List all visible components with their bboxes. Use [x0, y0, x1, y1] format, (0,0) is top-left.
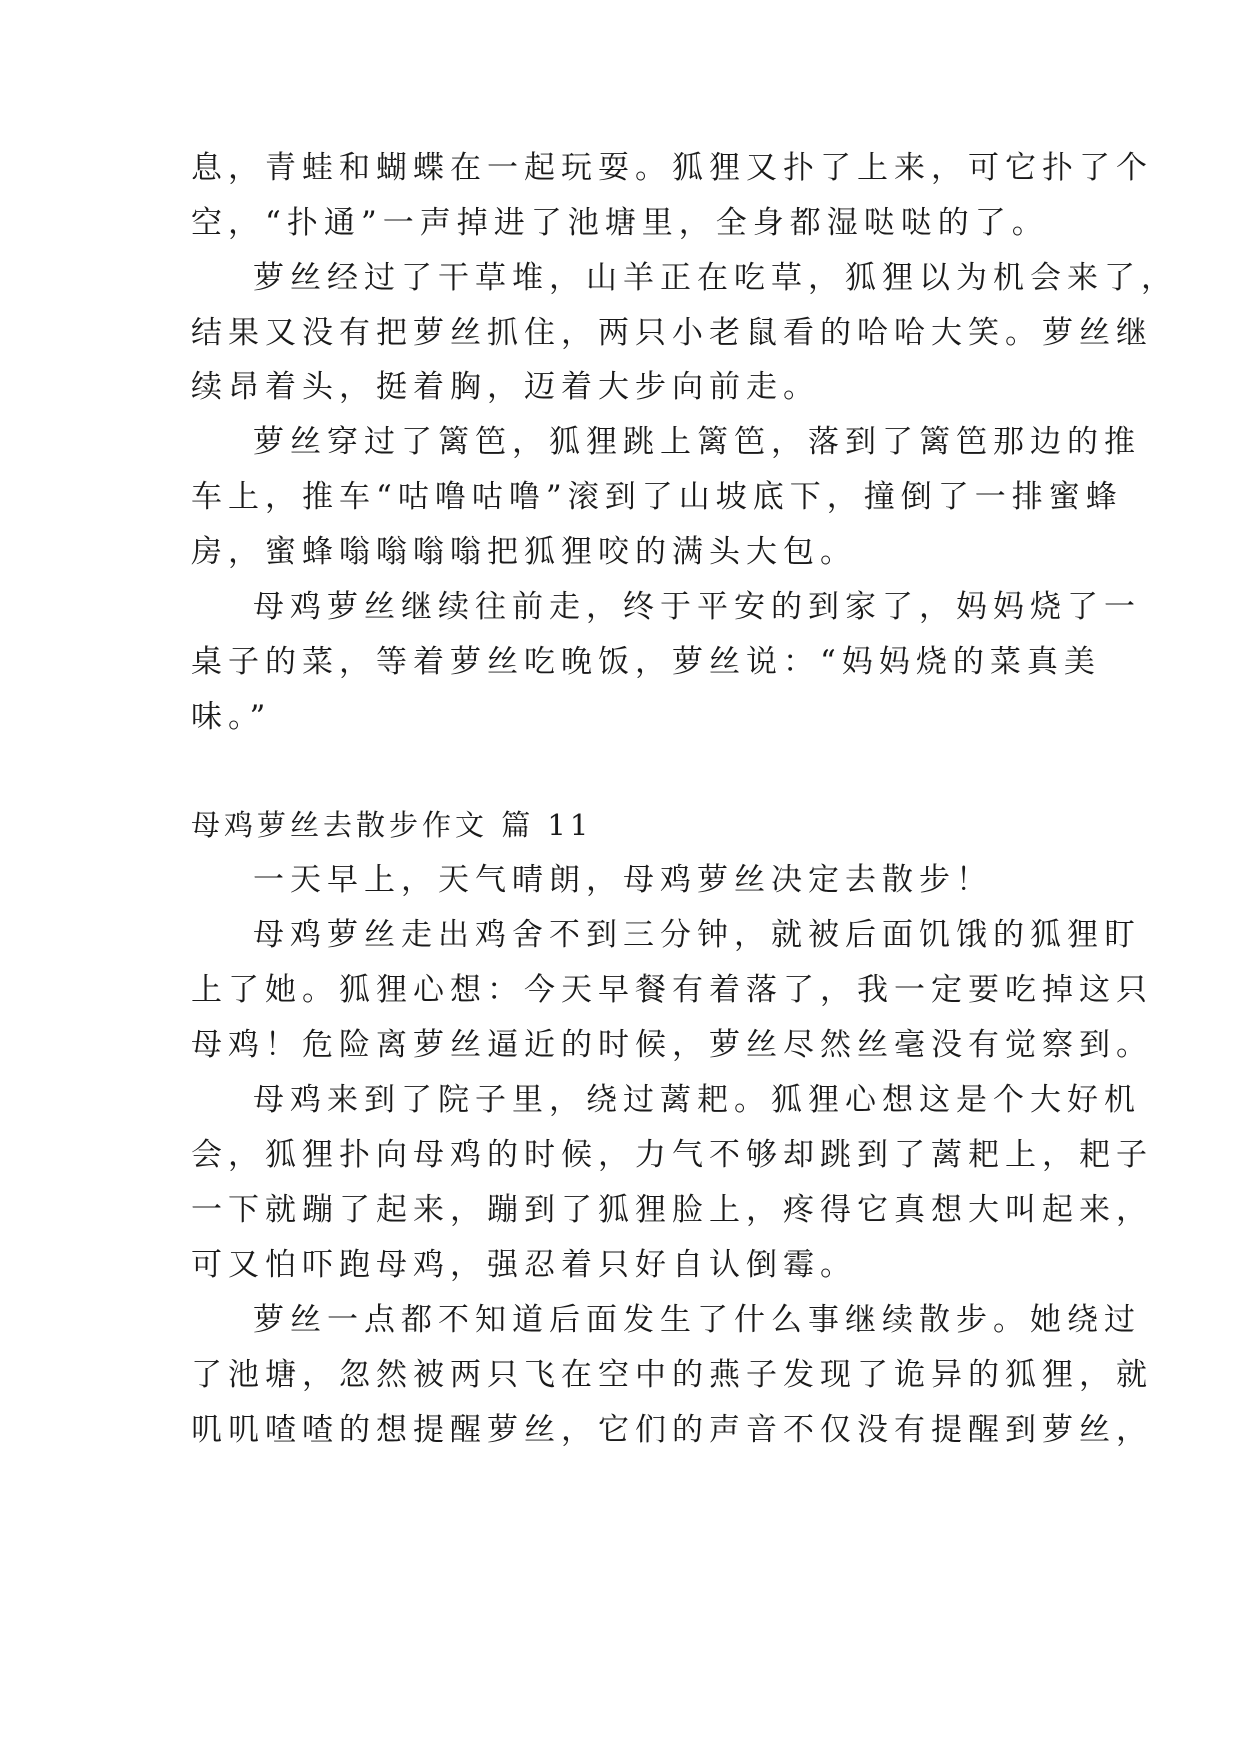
paragraph-line: 母鸡来到了院子里，绕过蓠耙。狐狸心想这是个大好机: [253, 1082, 1141, 1118]
section-title: 母鸡萝丝去散步作文 篇 11: [191, 808, 593, 842]
paragraph-line: 会，狐狸扑向母鸡的时候，力气不够却跳到了蓠耙上，耙子: [191, 1137, 1153, 1173]
paragraph-line: 一天早上，天气晴朗，母鸡萝丝决定去散步！: [253, 862, 993, 898]
paragraph-line: 母鸡萝丝走出鸡舍不到三分钟，就被后面饥饿的狐狸盯: [253, 917, 1141, 953]
paragraph-line: 空，“扑通”一声掉进了池塘里，全身都湿哒哒的了。: [191, 205, 1049, 241]
paragraph-line: 了池塘，忽然被两只飞在空中的燕子发现了诡异的狐狸，就: [191, 1357, 1153, 1393]
paragraph-line: 萝丝穿过了篱笆，狐狸跳上篱笆，落到了篱笆那边的推: [253, 424, 1141, 460]
paragraph-line: 息，青蛙和蝴蝶在一起玩耍。狐狸又扑了上来，可它扑了个: [191, 150, 1153, 186]
paragraph-line: 可又怕吓跑母鸡，强忍着只好自认倒霉。: [191, 1247, 857, 1283]
paragraph-line: 萝丝一点都不知道后面发生了什么事继续散步。她绕过: [253, 1302, 1141, 1338]
paragraph-line: 房，蜜蜂嗡嗡嗡嗡把狐狸咬的满头大包。: [191, 534, 857, 570]
paragraph-line: 味。”: [191, 699, 272, 735]
paragraph-line: 母鸡！危险离萝丝逼近的时候，萝丝尽然丝毫没有觉察到。: [191, 1027, 1153, 1063]
paragraph-line: 桌子的菜，等着萝丝吃晚饭，萝丝说：“妈妈烧的菜真美: [191, 644, 1101, 680]
paragraph-line: 车上，推车“咕噜咕噜”滚到了山坡底下，撞倒了一排蜜蜂: [191, 479, 1123, 515]
paragraph-line: 一下就蹦了起来，蹦到了狐狸脸上，疼得它真想大叫起来，: [191, 1192, 1153, 1228]
paragraph-line: 叽叽喳喳的想提醒萝丝，它们的声音不仅没有提醒到萝丝，: [191, 1412, 1153, 1448]
paragraph-line: 结果又没有把萝丝抓住，两只小老鼠看的哈哈大笑。萝丝继: [191, 315, 1153, 351]
paragraph-line: 母鸡萝丝继续往前走，终于平安的到家了，妈妈烧了一: [253, 589, 1141, 625]
paragraph-line: 上了她。狐狸心想：今天早餐有着落了，我一定要吃掉这只: [191, 972, 1153, 1008]
paragraph-line: 萝丝经过了干草堆，山羊正在吃草，狐狸以为机会来了，: [253, 260, 1178, 296]
paragraph-line: 续昂着头，挺着胸，迈着大步向前走。: [191, 369, 820, 405]
